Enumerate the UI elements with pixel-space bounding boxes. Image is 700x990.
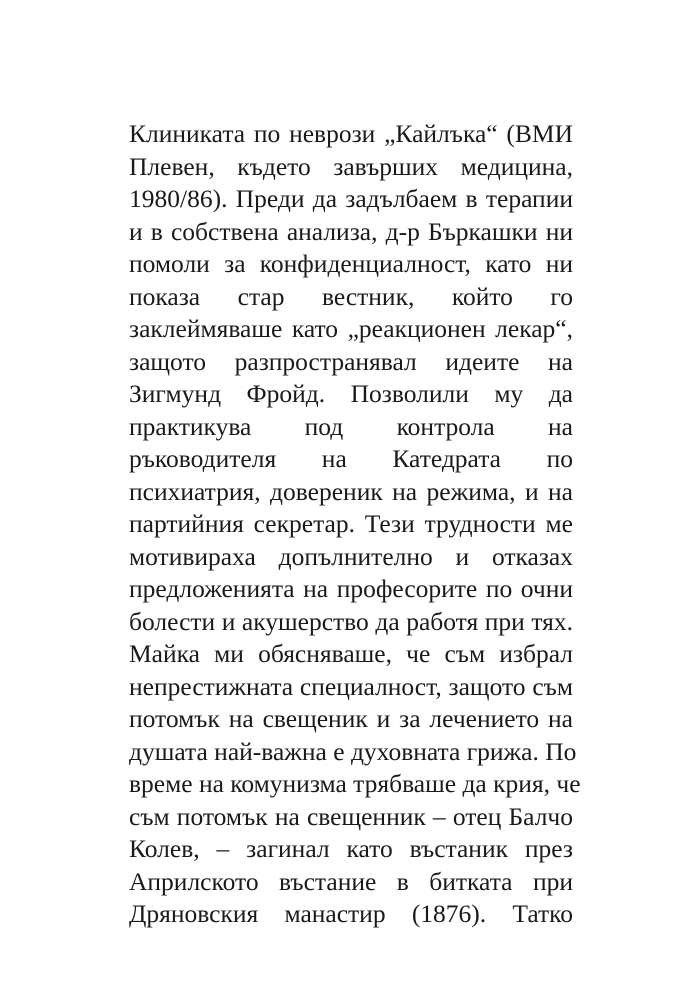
text-line: и в собствена анализа, д-р Бъркашки ни bbox=[129, 216, 573, 246]
text-line: практикува под контрола на bbox=[129, 411, 573, 441]
text-line: мотивираха допълнително и отказах bbox=[129, 541, 573, 571]
text-line: Клиниката по неврози „Кайлъка“ (ВМИ bbox=[129, 119, 573, 148]
text-line: Колев, – загинал като въстаник през bbox=[129, 834, 573, 863]
text-line: психиатрия, довереник на режима, и на bbox=[129, 476, 573, 506]
text-line: душата най-важна е духовната грижа. По bbox=[129, 736, 577, 766]
text-line: заклеймяваше като „реакционен лекар“, bbox=[129, 314, 573, 343]
text-line: партийния секретар. Тези трудности ме bbox=[129, 509, 573, 538]
text-line: 1980/86). Преди да задълбаем в терапии bbox=[129, 184, 573, 213]
text-line: защото разпространявал идеите на bbox=[129, 346, 573, 376]
text-line: помоли за конфиденциалност, като ни bbox=[129, 249, 573, 278]
text-line: непрестижната специалност, защото съм bbox=[129, 671, 573, 701]
text-line: време на комунизма трябваше да крия, че bbox=[129, 769, 581, 798]
text-line: Майка ми обясняваше, че съм избрал bbox=[129, 639, 573, 668]
text-line: ръководителя на Катедрата по bbox=[129, 444, 573, 473]
text-line: болести и акушерство да работя при тях. bbox=[129, 606, 573, 636]
text-line: съм потомък на свещенник – отец Балчо bbox=[129, 801, 573, 831]
text-line: потомък на свещеник и за лечението на bbox=[129, 704, 573, 733]
text-line: предложенията на професорите по очни bbox=[129, 574, 573, 603]
body-text bbox=[129, 118, 581, 931]
text-line: показа стар вестник, който го bbox=[129, 281, 573, 311]
text-line: Зигмунд Фройд. Позволили му да bbox=[129, 379, 573, 408]
text-line: Плевен, където завърших медицина, bbox=[129, 151, 573, 181]
text-line: Априлското въстание в битката при bbox=[129, 866, 573, 896]
text-line: Дряновския манастир (1876). Татко bbox=[129, 899, 573, 928]
